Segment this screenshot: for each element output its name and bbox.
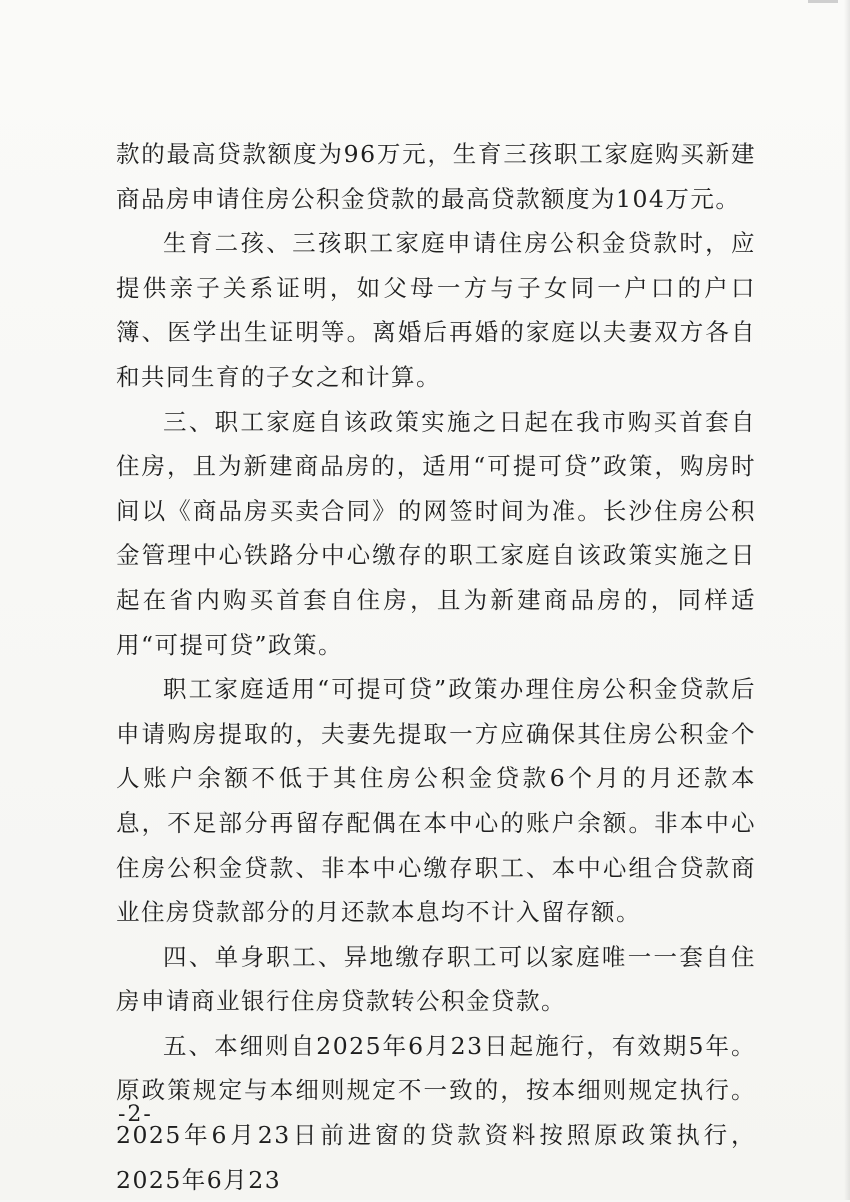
document-body (116, 132, 756, 1202)
paragraph-section-3-withdraw-and-loan: 三、职工家庭自该政策实施之日起在我市购买首套自住房，且为新建商品房的，适用“可提可贷”政策，购房时间以《商品房买卖合同》的网签时间为准。长沙住房公积金管理中心铁路分中心缴存的职工家庭自该政策实施之日起在省内购买首套自住房，且为新建商品房的，同样适用“可提可贷”政策。 (116, 407, 756, 659)
paragraph-section-5-effective-date: 五、本细则自2025年6月23日起施行，有效期5年。原政策规定与本细则规定不一致的，按本细则规定执行。2025年6月23日前进窗的贷款资料按照原政策执行，2025年6月23 (116, 1031, 756, 1194)
paragraph-section-4-loan-conversion: 四、单身职工、异地缴存职工可以家庭唯一一套自住房申请商业银行住房贷款转公积金贷款。 (116, 942, 756, 1016)
scan-corner-mark (808, 0, 838, 3)
paragraph-parent-child-proof: 生育二孩、三孩职工家庭申请住房公积金贷款时，应提供亲子关系证明，如父母一方与子女同一户口的户口簿、医学出生证明等。离婚后再婚的家庭以夫妻双方各自和共同生育的子女之和计算。 (116, 229, 756, 391)
page-edge-shadow (844, 0, 850, 1200)
paragraph-withdrawal-balance-rule: 职工家庭适用“可提可贷”政策办理住房公积金贷款后申请购房提取的，夫妻先提取一方应确保其住房公积金个人账户余额不低于其住房公积金贷款6个月的月还款本息，不足部分再留存配偶在本中心的账户余额。非本中心住房公积金贷款、非本中心缴存职工、本中心组合贷款商业住房贷款部分的月还款本息均不计入留存额。 (116, 675, 756, 927)
paragraph-loan-limit-continued: 款的最高贷款额度为96万元，生育三孩职工家庭购买新建商品房申请住房公积金贷款的最高贷款额度为104万元。 (116, 140, 756, 213)
page-number: -2- (118, 1102, 153, 1127)
